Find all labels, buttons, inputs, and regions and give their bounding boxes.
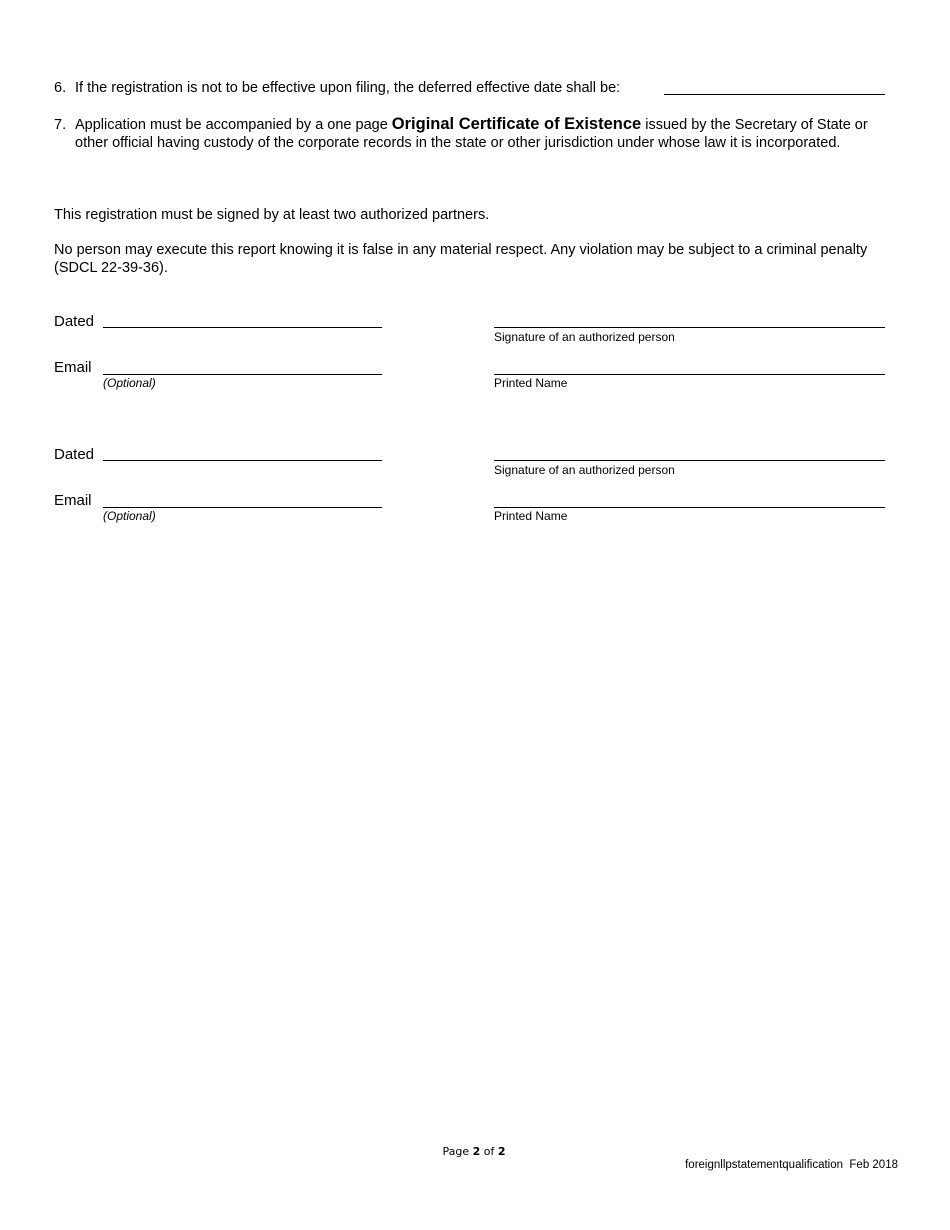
- printed-name-caption: Printed Name: [494, 376, 568, 390]
- page-of: of: [480, 1145, 498, 1158]
- email-field[interactable]: [103, 374, 382, 375]
- dated-field[interactable]: [103, 460, 382, 461]
- signature-field[interactable]: [494, 327, 885, 328]
- printed-name-field[interactable]: [494, 507, 885, 508]
- item-7-text-after: issued by the Secretary of State or other official having custody of the corporate records in the state or other jurisdiction under whose law it is incorporated.: [75, 117, 868, 151]
- dated-label: Dated: [54, 313, 95, 330]
- page-current: 2: [472, 1145, 481, 1158]
- item-6-number: 6.: [54, 80, 67, 96]
- item-7-number: 7.: [54, 117, 67, 133]
- printed-name-caption: Printed Name: [494, 509, 568, 523]
- page-total: 2: [497, 1145, 506, 1158]
- signature-caption: Signature of an authorized person: [494, 463, 675, 477]
- signing-requirement: This registration must be signed by at least two authorized partners.: [54, 207, 490, 223]
- deferred-effective-date-field[interactable]: [664, 94, 885, 95]
- optional-label: (Optional): [103, 509, 156, 523]
- page-prefix: Page: [442, 1145, 473, 1158]
- email-label: Email: [54, 359, 92, 376]
- form-identifier: foreignllpstatementqualification Feb 2018: [685, 1159, 898, 1171]
- penalty-notice: No person may execute this report knowing it is false in any material respect. Any violation may be subject to a criminal penalty (SDCL 22-39-36).: [54, 242, 868, 276]
- email-label: Email: [54, 492, 92, 509]
- item-7-text-before: Application must be accompanied by a one page: [75, 117, 392, 133]
- signature-field[interactable]: [494, 460, 885, 461]
- dated-label: Dated: [54, 446, 95, 463]
- dated-field[interactable]: [103, 327, 382, 328]
- signature-caption: Signature of an authorized person: [494, 330, 675, 344]
- item-6-text: If the registration is not to be effective upon filing, the deferred effective date shall be:: [75, 80, 621, 96]
- certificate-of-existence-label: Original Certificate of Existence: [391, 115, 642, 133]
- optional-label: (Optional): [103, 376, 156, 390]
- page-number: [0, 1145, 948, 1158]
- item-7-text: [75, 115, 870, 152]
- email-field[interactable]: [103, 507, 382, 508]
- printed-name-field[interactable]: [494, 374, 885, 375]
